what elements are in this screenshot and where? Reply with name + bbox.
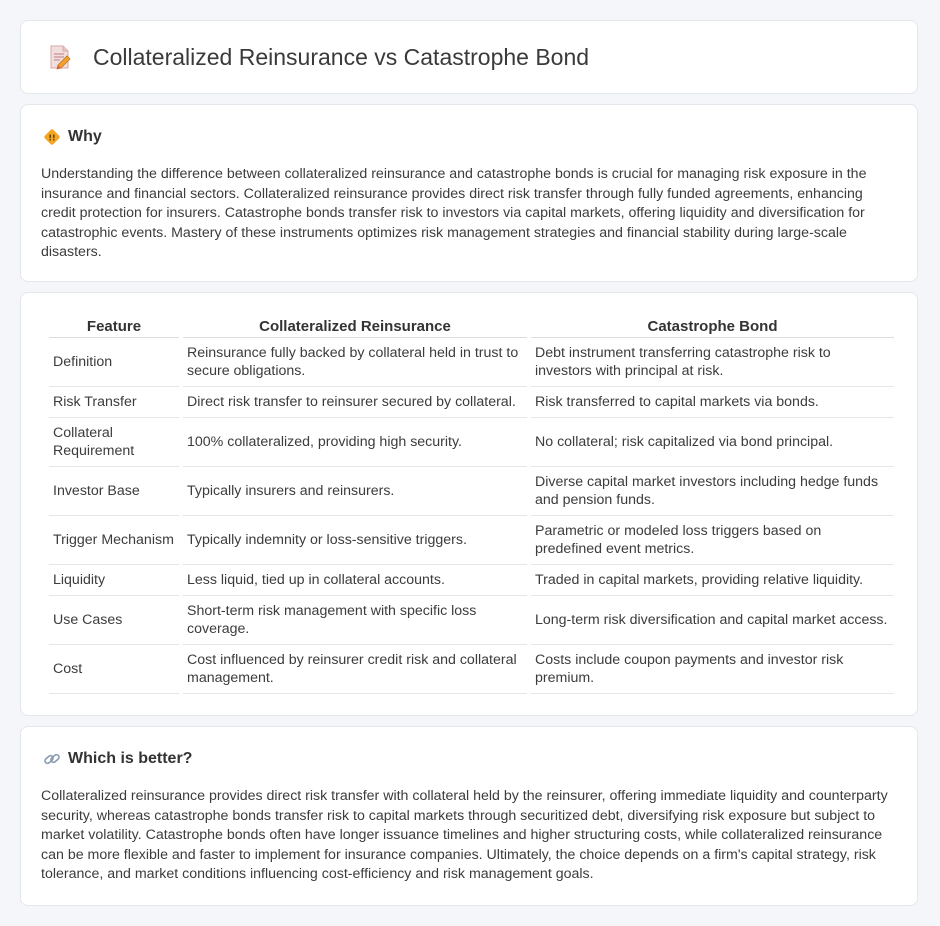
row-collateralized-reinsurance: Reinsurance fully backed by collateral held in trust to secure obligations.	[183, 338, 527, 387]
row-catastrophe-bond: Diverse capital market investors including hedge funds and pension funds.	[531, 467, 894, 516]
header-feature: Feature	[49, 315, 179, 338]
row-feature: Investor Base	[49, 467, 179, 516]
row-feature: Collateral Requirement	[49, 418, 179, 467]
row-feature: Cost	[49, 645, 179, 694]
header-catastrophe-bond: Catastrophe Bond	[531, 315, 894, 338]
row-collateralized-reinsurance: Direct risk transfer to reinsurer secured by collateral.	[183, 387, 527, 418]
row-feature: Trigger Mechanism	[49, 516, 179, 565]
table-row	[49, 338, 894, 387]
row-collateralized-reinsurance: Typically indemnity or loss-sensitive triggers.	[183, 516, 527, 565]
why-body: Understanding the difference between collateralized reinsurance and catastrophe bonds is crucial for managing risk exposure in the insurance and financial sectors. Collateralized reinsurance provides direct risk transfer through fully funded agreements, enhancing credit protection for insurers. Catastrophe bonds transfer risk to investors via capital markets, offering liquidity and diversification for catastrophic events. Mastery of these instruments optimizes risk management strategies and financial stability during large-scale disasters.	[41, 166, 867, 261]
table-row	[49, 516, 894, 565]
title-card	[20, 20, 918, 94]
table-row	[49, 596, 894, 645]
comparison-table-card	[20, 292, 918, 716]
row-catastrophe-bond: Risk transferred to capital markets via bonds.	[531, 387, 894, 418]
row-catastrophe-bond: Debt instrument transferring catastrophe risk to investors with principal at risk.	[531, 338, 894, 387]
row-collateralized-reinsurance: Less liquid, tied up in collateral accounts.	[183, 565, 527, 596]
which-is-better-section	[20, 726, 918, 906]
diamond-warning-icon	[43, 128, 61, 146]
row-catastrophe-bond: No collateral; risk capitalized via bond principal.	[531, 418, 894, 467]
page-title: Collateralized Reinsurance vs Catastrophe Bond	[93, 43, 590, 70]
row-feature: Definition	[49, 338, 179, 387]
row-feature: Risk Transfer	[49, 387, 179, 418]
row-catastrophe-bond: Long-term risk diversification and capital market access.	[531, 596, 894, 645]
table-row	[49, 645, 894, 694]
row-catastrophe-bond: Traded in capital markets, providing relative liquidity.	[531, 565, 894, 596]
link-icon	[43, 750, 61, 768]
table-header-row	[49, 315, 894, 338]
row-collateralized-reinsurance: 100% collateralized, providing high security.	[183, 418, 527, 467]
why-section	[20, 104, 918, 282]
row-collateralized-reinsurance: Short-term risk management with specific loss coverage.	[183, 596, 527, 645]
which-is-better-heading: Which is better?	[68, 750, 193, 767]
row-collateralized-reinsurance: Typically insurers and reinsurers.	[183, 467, 527, 516]
svg-text:!!: !!	[48, 133, 56, 143]
comparison-table	[45, 315, 898, 694]
row-catastrophe-bond: Parametric or modeled loss triggers based on predefined event metrics.	[531, 516, 894, 565]
table-row	[49, 467, 894, 516]
header-collateralized-reinsurance: Collateralized Reinsurance	[183, 315, 527, 338]
table-row	[49, 387, 894, 418]
table-row	[49, 418, 894, 467]
row-collateralized-reinsurance: Cost influenced by reinsurer credit risk and collateral management.	[183, 645, 527, 694]
why-heading: Why	[68, 128, 102, 145]
which-is-better-body: Collateralized reinsurance provides direct risk transfer with collateral held by the reinsurer, offering immediate liquidity and counterparty security, whereas catastrophe bonds transfer risk to capital markets through securitized debt, diversifying risk exposure but subject to market volatility. Catastrophe bonds often have longer issuance timelines and higher structuring costs, while collateralized reinsurance can be more flexible and faster to implement for insurance companies. Ultimately, the choice depends on a firm's capital strategy, risk tolerance, and market conditions influencing cost-efficiency and risk management goals.	[41, 788, 888, 883]
row-feature: Liquidity	[49, 565, 179, 596]
table-row	[49, 565, 894, 596]
document-edit-icon	[45, 43, 73, 71]
row-catastrophe-bond: Costs include coupon payments and investor risk premium.	[531, 645, 894, 694]
row-feature: Use Cases	[49, 596, 179, 645]
